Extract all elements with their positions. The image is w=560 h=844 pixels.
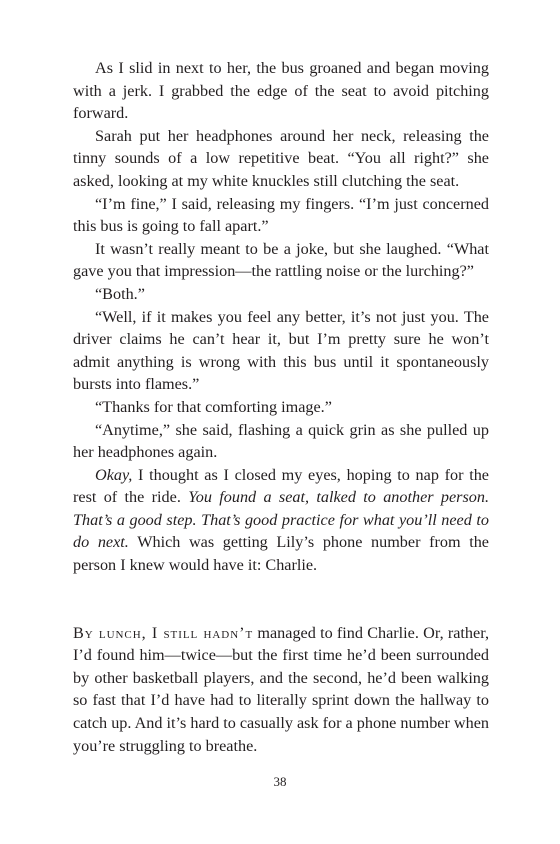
- paragraph: “I’m fine,” I said, releasing my fingers. “I’m just concerned this bus is going to fall apart.”: [73, 194, 489, 236]
- italic-thought: Okay,: [95, 465, 133, 484]
- book-page-text: [73, 57, 489, 757]
- paragraph: It wasn’t really meant to be a joke, but she laughed. “What gave you that impression—the rattling noise or the lurching?”: [73, 239, 489, 281]
- small-caps-lead-in: By lunch, I still hadn’t: [73, 623, 254, 642]
- italic-thought: You found a seat, talked to another person. That’s a good step. That’s good practice for what you’ll need to do next.: [73, 488, 489, 552]
- paragraph: Sarah put her headphones around her neck, releasing the tinny sounds of a low repetitive beat. “You all right?” she asked, looking at my white knuckles still clutching the seat.: [73, 126, 489, 190]
- thought-text: I thought as I closed my eyes, hoping to nap for the rest of the ride.: [73, 465, 489, 507]
- thought-paragraph: [73, 464, 489, 577]
- paragraph: “Well, if it makes you feel any better, it’s not just you. The driver claims he can’t hear it, but I’m pretty sure he won’t admit anything is wrong with this bus until it spontaneously bursts into flames.”: [73, 307, 489, 394]
- section-text: managed to find Charlie. Or, rather, I’d found him—twice—but the first time he’d been surrounded by other basketball players, and the second, he’d been walking so fast that I’d have had to literally sprint down the hallway to catch up. And it’s hard to casually ask for a phone number when you’re struggling to breathe.: [73, 623, 490, 755]
- paragraph: “Thanks for that comforting image.”: [95, 397, 332, 416]
- section-opening-paragraph: [73, 622, 489, 758]
- paragraph: As I slid in next to her, the bus groaned and began moving with a jerk. I grabbed the edge of the seat to avoid pitching forward.: [73, 59, 489, 123]
- paragraph: “Both.”: [95, 284, 145, 303]
- thought-text: Which was getting Lily’s phone number from the person I knew would have it: Charlie.: [73, 533, 489, 575]
- section-break: [73, 577, 489, 622]
- paragraph: “Anytime,” she said, flashing a quick grin as she pulled up her headphones again.: [73, 420, 489, 462]
- page-number: 38: [273, 774, 287, 789]
